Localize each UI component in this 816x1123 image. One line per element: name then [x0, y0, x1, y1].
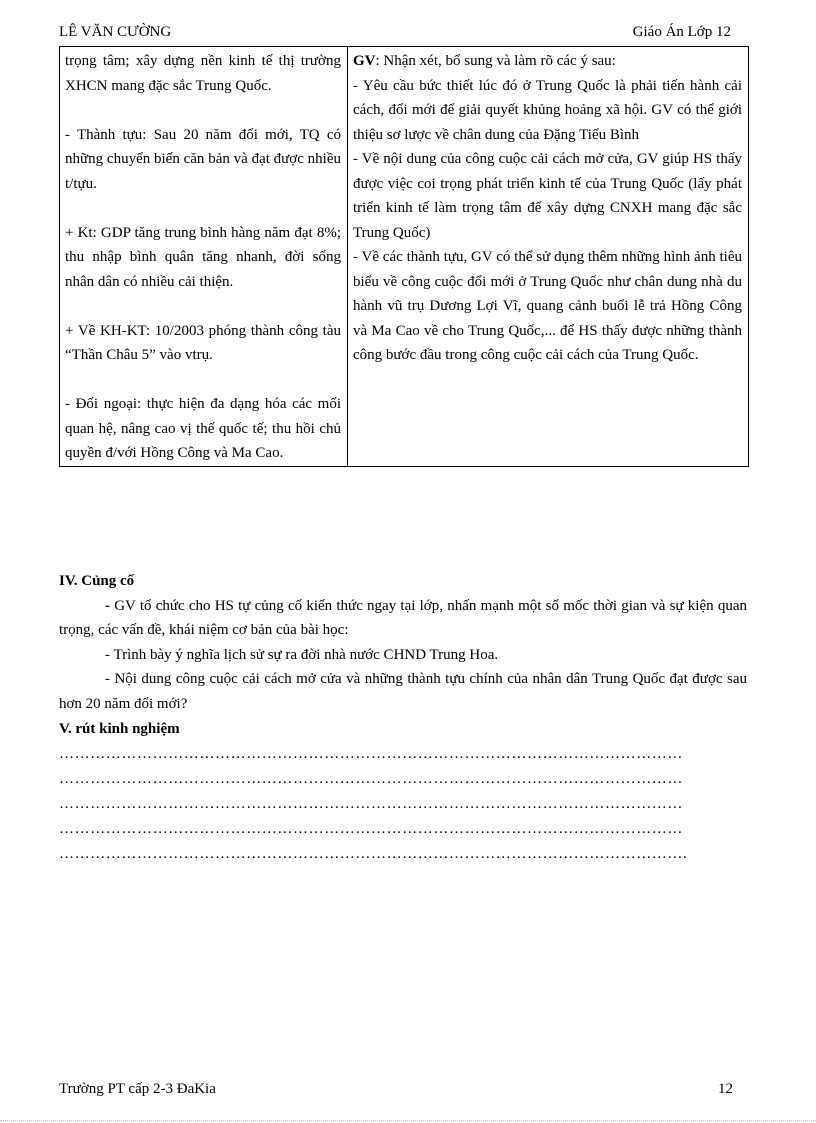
dotted-line: ………………………………………………………………………………………………………….	[59, 845, 688, 862]
section-5-title: V. rút kinh nghiệm	[59, 721, 180, 737]
teacher-item: - Về nội dung của công cuộc cải cách mở cửa, GV giúp HS thấy được việc coi trọng phát triển kinh tế của Trung Quốc (lấy phát triển kinh tế làm trọng tâm để xây dựng CNXH mang đặc sắc Trung Quốc)	[353, 151, 742, 241]
content-paragraph: - Đối ngoại: thực hiện đa dạng hóa các mối quan hệ, nâng cao vị thế quốc tế; thu hồi chủ quyền đ/với Hồng Công và Ma Cao.	[65, 396, 341, 461]
content-paragraph: - Thành tựu: Sau 20 năm đổi mới, TQ có những chuyển biến căn bản và đạt được nhiều t/tựu.	[65, 126, 341, 192]
dotted-line: …………………………………………………………………………………………………………	[59, 770, 683, 787]
section-4-item: - Trình bày ý nghĩa lịch sử sự ra đời nhà nước CHND Trung Hoa.	[105, 646, 499, 663]
content-paragraph: trọng tâm; xây dựng nền kinh tế thị trường XHCN mang đặc sắc Trung Quốc.	[65, 53, 341, 94]
lead-dash: -	[105, 597, 110, 614]
content-column	[60, 47, 348, 467]
school-name: Trường PT cấp 2-3 ĐaKia	[59, 1081, 216, 1097]
section-4-lead	[59, 594, 747, 643]
section-experience	[59, 717, 747, 867]
lesson-table	[59, 46, 749, 467]
section-4-item: - Nội dung công cuộc cải cách mở cửa và những thành tựu chính của nhân dân Trung Quốc đạt được sau hơn 20 năm đổi mới?	[59, 671, 747, 712]
teacher-intro	[353, 49, 742, 74]
footer-divider	[0, 1120, 816, 1121]
author-name: LÊ VĂN CƯỜNG	[59, 24, 172, 40]
dotted-line: …………………………………………………………………………………………………………	[59, 820, 683, 837]
section-4-title: IV. Củng cố	[59, 573, 135, 589]
gv-label: GV	[353, 53, 376, 69]
teacher-activity-column	[348, 47, 749, 467]
section-consolidation	[59, 569, 747, 716]
lead-text: GV tổ chức cho HS tự củng cố kiến thức ngay tại lớp, nhấn mạnh một số mốc thời gian và sự kiện quan trọng, các vấn đề, khái niệm cơ bản của bài học:	[59, 597, 747, 638]
gv-intro-text: : Nhận xét, bổ sung và làm rõ các ý sau:	[375, 53, 616, 69]
course-title: Giáo Án Lớp 12	[632, 24, 731, 40]
content-paragraph: + Về KH-KT: 10/2003 phóng thành công tàu “Thần Châu 5” vào vtrụ.	[65, 322, 341, 363]
page-number: 12	[718, 1081, 733, 1097]
dotted-line: …………………………………………………………………………………………………………	[59, 795, 683, 812]
teacher-item: - Về các thành tựu, GV có thể sử dụng thêm những hình ảnh tiêu biểu về công cuộc đổi mới ở Trung Quốc như chân dung nhà du hành vũ trụ Dương Lợi Vĩ, quang cảnh buổi lễ trả Hồng Công và Ma Cao về cho Trung Quốc,... để HS thấy được những thành công bước đầu trong công cuộc cải cách của Trung Quốc.	[353, 249, 742, 363]
dotted-line: …………………………………………………………………………………………………………	[59, 745, 683, 762]
teacher-item: - Yêu cầu bức thiết lúc đó ở Trung Quốc là phải tiến hành cải cách, đổi mới để giải quyết khủng hoảng xã hội. GV có thể giới thiệu sơ lược về chân dung của Đặng Tiểu Bình	[353, 77, 742, 143]
content-paragraph: + Kt: GDP tăng trung bình hàng năm đạt 8%; thu nhập bình quân tăng nhanh, đời sống nhân dân có nhiều cải thiện.	[65, 224, 341, 290]
